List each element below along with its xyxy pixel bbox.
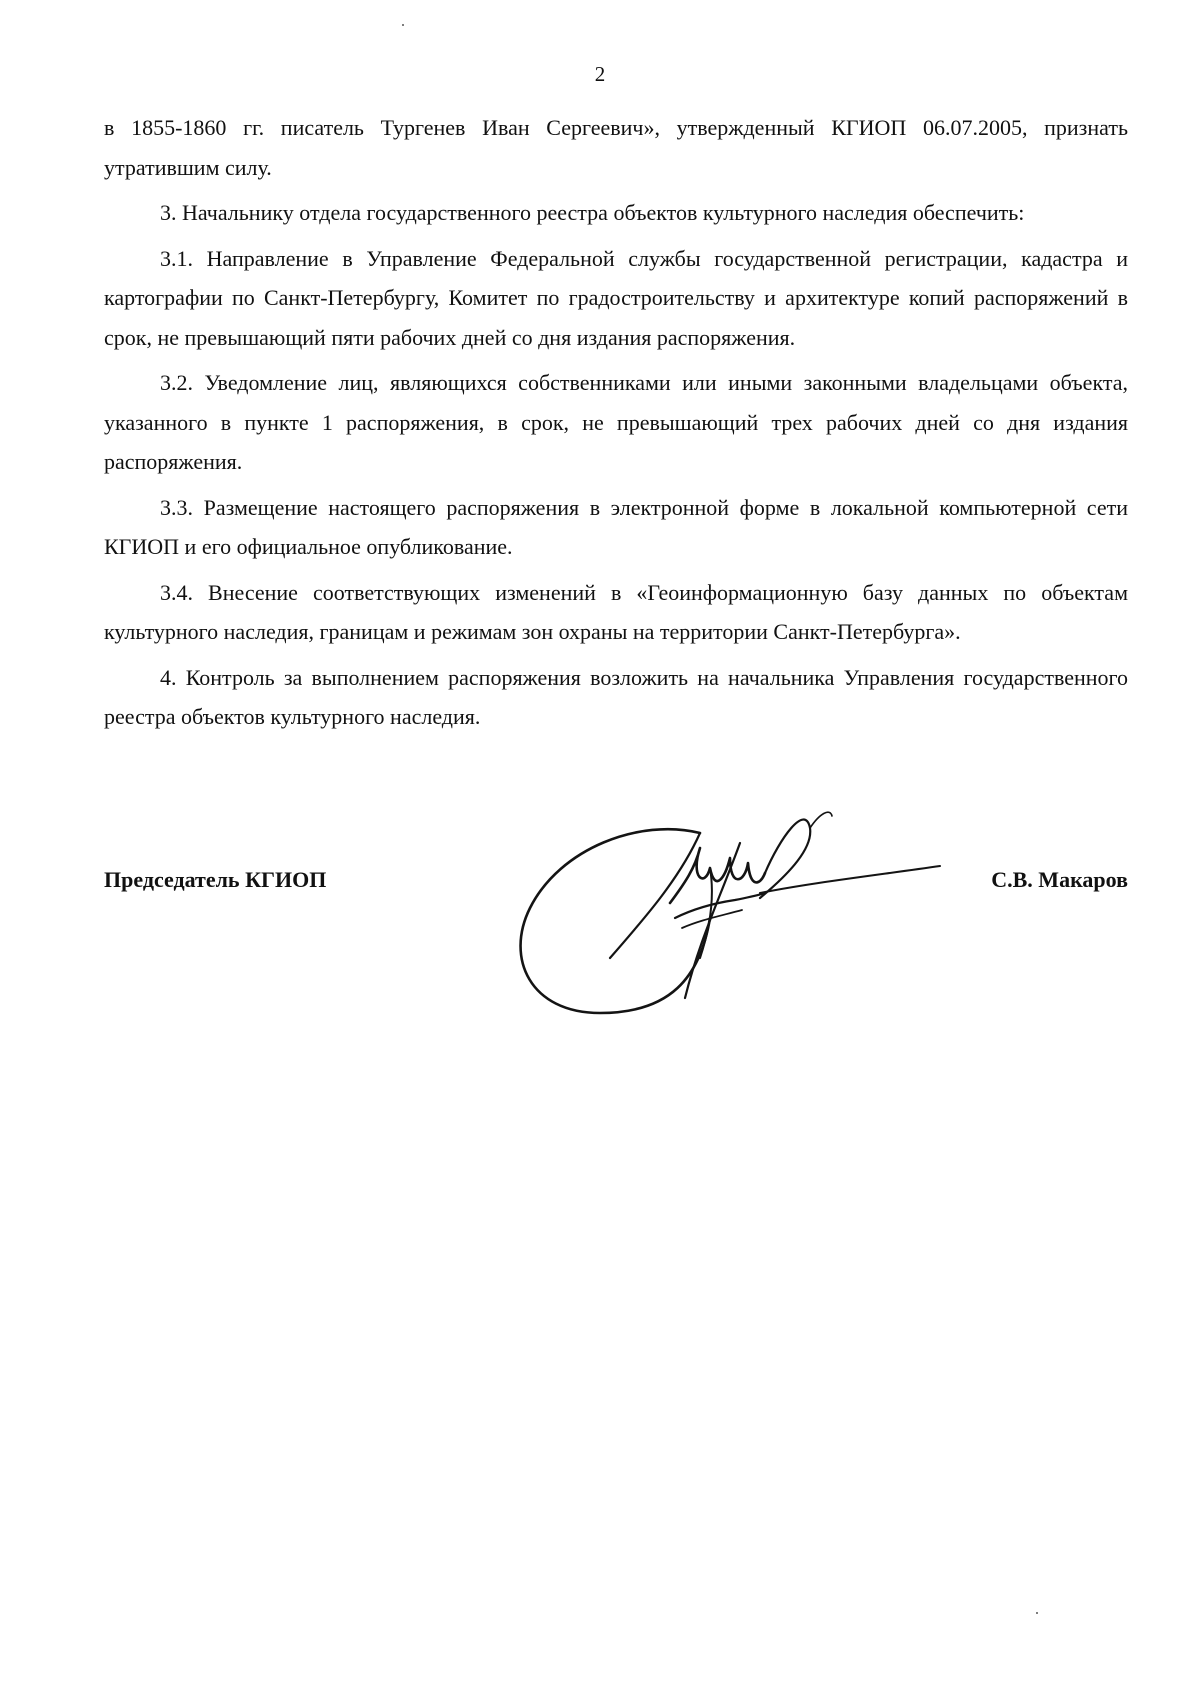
paragraph-item-4: 4. Контроль за выполнением распоряжения возложить на начальника Управления государственного реестра объектов культурного наследия. — [104, 664, 1128, 729]
paragraph-item-3-4: 3.4. Внесение соответствующих изменений в «Геоинформационную базу данных по объектам культурного наследия, границам и режимам зон охраны на территории Санкт-Петербурга». — [104, 579, 1128, 644]
document-body — [104, 108, 1128, 737]
paragraph-continuation: в 1855-1860 гг. писатель Тургенев Иван Сергеевич», утвержденный КГИОП 06.07.2005, признать утратившим силу. — [104, 115, 1128, 180]
signatory-name: С.В. Макаров — [991, 867, 1128, 892]
scan-speck — [1036, 1612, 1038, 1614]
scan-speck — [402, 24, 404, 26]
handwritten-signature — [510, 808, 950, 1038]
page-number: 2 — [594, 62, 606, 86]
paragraph-item-3: 3. Начальнику отдела государственного реестра объектов культурного наследия обеспечить: — [160, 200, 1025, 225]
paragraph-item-3-3: 3.3. Размещение настоящего распоряжения в электронной форме в локальной компьютерной сети КГИОП и его официальное опубликование. — [104, 494, 1128, 559]
paragraph-item-3-2: 3.2. Уведомление лиц, являющихся собственниками или иными законными владельцами объекта, указанного в пункте 1 распоряжения, в срок, не превышающий трех рабочих дней со дня издания распоряжения. — [104, 370, 1128, 474]
signatory-title: Председатель КГИОП — [104, 867, 327, 892]
paragraph-item-3-1: 3.1. Направление в Управление Федеральной службы государственной регистрации, кадастра и картографии по Санкт-Петербургу, Комитет по градостроительству и архитектуре копий распоряжений в срок, не превышающий пяти рабочих дней со дня издания распоряжения. — [104, 245, 1128, 350]
signature-block — [104, 866, 1128, 906]
